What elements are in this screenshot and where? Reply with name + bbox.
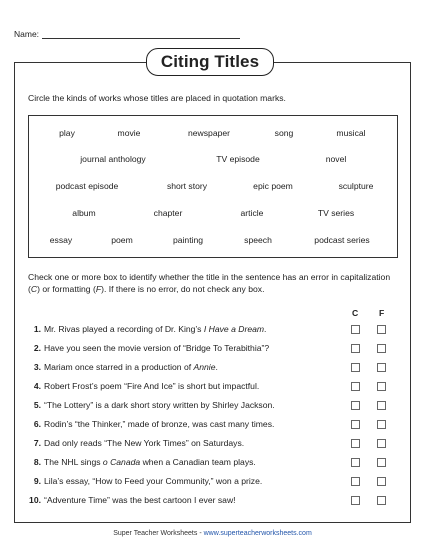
word-bank-item[interactable]: speech [244,235,272,245]
footer-url-link[interactable]: www.superteacherworksheets.com [203,530,312,537]
word-row [29,128,397,140]
question-number: 1. [33,324,41,334]
word-bank-box [28,115,398,258]
question-row [0,324,425,337]
formatting-checkbox[interactable] [377,325,386,334]
question-text: Mr. Rivas played a recording of Dr. King’s I Have a Dream. [44,324,267,334]
section1-instruction: Circle the kinds of works whose titles are placed in quotation marks. [28,93,286,103]
word-bank-item[interactable]: article [240,208,264,218]
footer-site: Super Teacher Worksheets [113,530,198,537]
word-bank-item[interactable]: short story [166,181,208,191]
question-text: Have you seen the movie version of “Bridge To Terabithia”? [44,343,270,353]
capitalization-checkbox[interactable] [351,458,360,467]
question-number: 5. [33,400,41,410]
word-bank-item[interactable]: chapter [153,208,183,218]
question-row [0,343,425,356]
question-row [0,362,425,375]
formatting-checkbox[interactable] [377,401,386,410]
capitalization-checkbox[interactable] [351,496,360,505]
word-bank-item[interactable]: podcast series [314,235,370,245]
question-row [0,400,425,413]
question-number: 2. [33,343,41,353]
question-row [0,419,425,432]
word-bank-item[interactable]: novel [325,154,347,164]
formatting-checkbox[interactable] [377,458,386,467]
name-field[interactable] [42,29,240,39]
word-bank-item[interactable]: movie [117,128,141,138]
name-row [14,29,240,39]
formatting-checkbox[interactable] [377,477,386,486]
word-bank-item[interactable]: painting [172,235,204,245]
word-bank-item[interactable]: podcast episode [55,181,119,191]
formatting-checkbox[interactable] [377,439,386,448]
formatting-checkbox[interactable] [377,496,386,505]
question-number: 3. [33,362,41,372]
capitalization-checkbox[interactable] [351,439,360,448]
question-number: 7. [33,438,41,448]
question-row [0,495,425,508]
column-header-c: C [352,308,359,318]
formatting-checkbox[interactable] [377,344,386,353]
capitalization-checkbox[interactable] [351,477,360,486]
question-row [0,381,425,394]
word-bank-item[interactable]: journal anthology [80,154,146,164]
capitalization-checkbox[interactable] [351,382,360,391]
question-number: 6. [33,419,41,429]
formatting-checkbox[interactable] [377,363,386,372]
question-text: Mariam once starred in a production of Annie. [44,362,218,372]
word-bank-item[interactable]: poem [111,235,133,245]
question-text: Robert Frost’s poem “Fire And Ice” is short but impactful. [44,381,260,391]
word-row [29,181,397,193]
name-label: Name: [14,29,40,39]
section2-instruction: Check one or more box to identify whether the title in the sentence has an error in capitalization (C) or formatting (F). If there is no error, do not check any box. [28,272,391,294]
question-text: Rodin’s “the Thinker,” made of bronze, was cast many times. [44,419,275,429]
question-text: The NHL sings o Canada when a Canadian team plays. [44,457,256,467]
question-number: 4. [33,381,41,391]
capitalization-checkbox[interactable] [351,325,360,334]
question-text: Lila’s essay, “How to Feed your Community,” won a prize. [44,476,263,486]
word-row [29,154,397,166]
formatting-checkbox[interactable] [377,420,386,429]
question-number: 8. [33,457,41,467]
formatting-checkbox[interactable] [377,382,386,391]
word-bank-item[interactable]: sculpture [338,181,374,191]
word-bank-item[interactable]: epic poem [253,181,293,191]
word-bank-item[interactable]: play [59,128,75,138]
capitalization-checkbox[interactable] [351,344,360,353]
capitalization-checkbox[interactable] [351,420,360,429]
word-bank-item[interactable]: newspaper [187,128,231,138]
word-bank-item[interactable]: TV series [317,208,355,218]
question-text: “Adventure Time” was the best cartoon I ever saw! [44,495,236,505]
word-bank-item[interactable]: song [274,128,294,138]
word-bank-item[interactable]: TV episode [216,154,260,164]
question-row [0,438,425,451]
question-number: 10. [29,495,41,505]
word-row [29,235,397,247]
capitalization-checkbox[interactable] [351,363,360,372]
question-row [0,457,425,470]
word-row [29,208,397,220]
column-header-f: F [379,308,385,318]
question-number: 9. [33,476,41,486]
question-row [0,476,425,489]
capitalization-checkbox[interactable] [351,401,360,410]
question-text: Dad only reads “The New York Times” on Saturdays. [44,438,245,448]
word-bank-item[interactable]: album [72,208,96,218]
word-bank-item[interactable]: essay [49,235,73,245]
word-bank-item[interactable]: musical [336,128,366,138]
question-text: “The Lottery” is a dark short story written by Shirley Jackson. [44,400,275,410]
worksheet-title: Citing Titles [146,48,274,76]
footer: Super Teacher Worksheets - www.superteacherworksheets.com [113,530,312,537]
